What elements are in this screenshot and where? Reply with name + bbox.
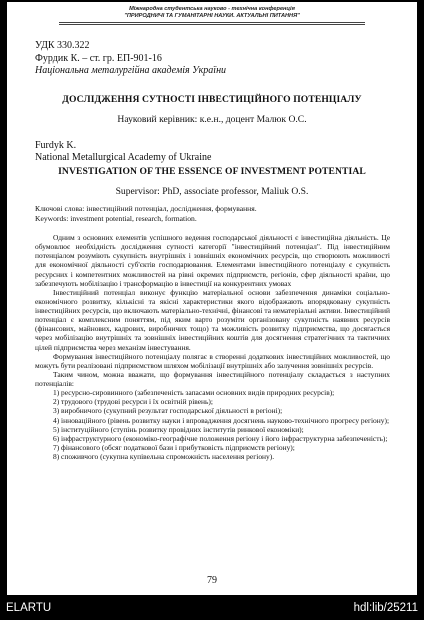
title-ua: ДОСЛІДЖЕННЯ СУТНОСТІ ІНВЕСТИЦІЙНОГО ПОТЕНЦІАЛУ: [62, 94, 362, 105]
header-rule: [59, 22, 365, 23]
keywords-en: Keywords: investment potential, research, formation.: [35, 214, 197, 223]
paragraph: Таким чином, можна вважати, що формування інвестиційного потенціалу складається з наступних потенціалів:: [35, 369, 390, 388]
affiliation-ua: Національна металургійна академія України: [35, 65, 227, 76]
affiliation-en: National Metallurgical Academy of Ukraine: [35, 152, 212, 163]
conference-header-line1: Міжнародна студентська науково - технічна конференція: [129, 6, 295, 12]
paragraph: Формування інвестиційного потенціалу полягає в створенні додаткових інвестиційних можливостей, що можуть бути реалізовані підприємством шляхом мобілізації внутрішніх або залучення зовнішніх ресурсів.: [35, 351, 390, 370]
supervisor-en: Supervisor: PhD, associate professor, Maliuk O.S.: [115, 186, 309, 197]
list-item: 3) виробничого (сукупний результат господарської діяльності в регіоні);: [53, 406, 283, 416]
supervisor-ua: Науковий керівник: к.е.н., доцент Малюк О.С.: [117, 114, 307, 125]
repository-label: ELARTU: [6, 602, 52, 614]
list-item: 8) споживчого (сукупна купівельна спроможність населення регіону).: [53, 452, 275, 461]
list-item: 1) ресурсно-сировинного (забезпеченість запасами основних видів природних ресурсів);: [53, 388, 335, 398]
list-item: 2) трудового (трудові ресурси і їх освітній рівень);: [53, 397, 213, 407]
keywords-ua: Ключові слова: інвестиційний потенціал, дослідження, формування.: [35, 204, 257, 213]
conference-header-line2: "ПРИРОДНИЧІ ТА ГУМАНІТАРНІ НАУКИ. АКТУАЛЬНІ ПИТАННЯ": [124, 13, 300, 19]
paragraph: Інвестиційний потенціал виконує функцію матеріальної основи забезпечення динаміки соціально-економічного розвитку, кількісні та якісні характеристики якого відображають впорядковану сукупність інвестиційних ресурсів, що включають матеріально-технічні, фінансові та нематеріальні активи. Інвестиційний потенціал є комплексним поняттям, під яким варто розуміти організовану сукупність наявних ресурсів (фінансових, майнових, кадрових, виробничих тощо) та можливість розвитку підприємства, що досягається через мобілізацію внутрішніх та зовнішніх інвестиційних коштів для досягнення стратегічних та тактичних цілей підприємства через механізм інвестування.: [35, 287, 390, 352]
udk-code: УДК 330.322: [35, 40, 90, 51]
handle-identifier: hdl:lib/25211: [353, 602, 418, 614]
list-item: 5) інституційного (ступінь розвитку провідних інститутів ринкової економіки);: [53, 424, 304, 434]
header-rule-secondary: [59, 24, 365, 25]
author-en: Furdyk K.: [35, 140, 77, 151]
title-en: INVESTIGATION OF THE ESSENCE OF INVESTMENT POTENTIAL: [58, 166, 366, 177]
list-item: 4) інноваційного (рівень розвитку науки і впровадження досягнень науково-технічного прогресу регіону);: [53, 415, 390, 425]
page-number: 79: [207, 575, 217, 586]
list-item: 7) фінансового (обсяг податкової бази і прибутковість підприємств регіону);: [53, 442, 295, 452]
list-item: 6) інфраструктурного (економіко-географічне положення регіону і його інфраструктурна забезпеченість);: [53, 433, 388, 443]
document-page: [7, 2, 417, 595]
conference-header: [7, 6, 417, 20]
article-body: [35, 233, 390, 461]
paragraph: Одним з основних елементів успішного ведення господарської діяльності є інвестиційна діяльність. Це обумовлює необхідність дослідження сутності категорії "інвестиційний потенціал". Під інвестиційним потенціалом розуміють сукупність внутрішніх і зовнішніх економічних ресурсів, що створюють можливості для економічної діяльності суб'єктів господарювання. Елементами інвестиційного потенціалу є сукупність ресурсних і компетентних можливостей на рівні окремих підприємств, регіонів, сфер діяльності країни, що забезпечують мобілізацію і трансформацію в інвестиції на конкурентних умовах: [35, 233, 390, 288]
author-ua: Фурдик К. – ст. гр. ЕП-901-16: [35, 53, 162, 64]
